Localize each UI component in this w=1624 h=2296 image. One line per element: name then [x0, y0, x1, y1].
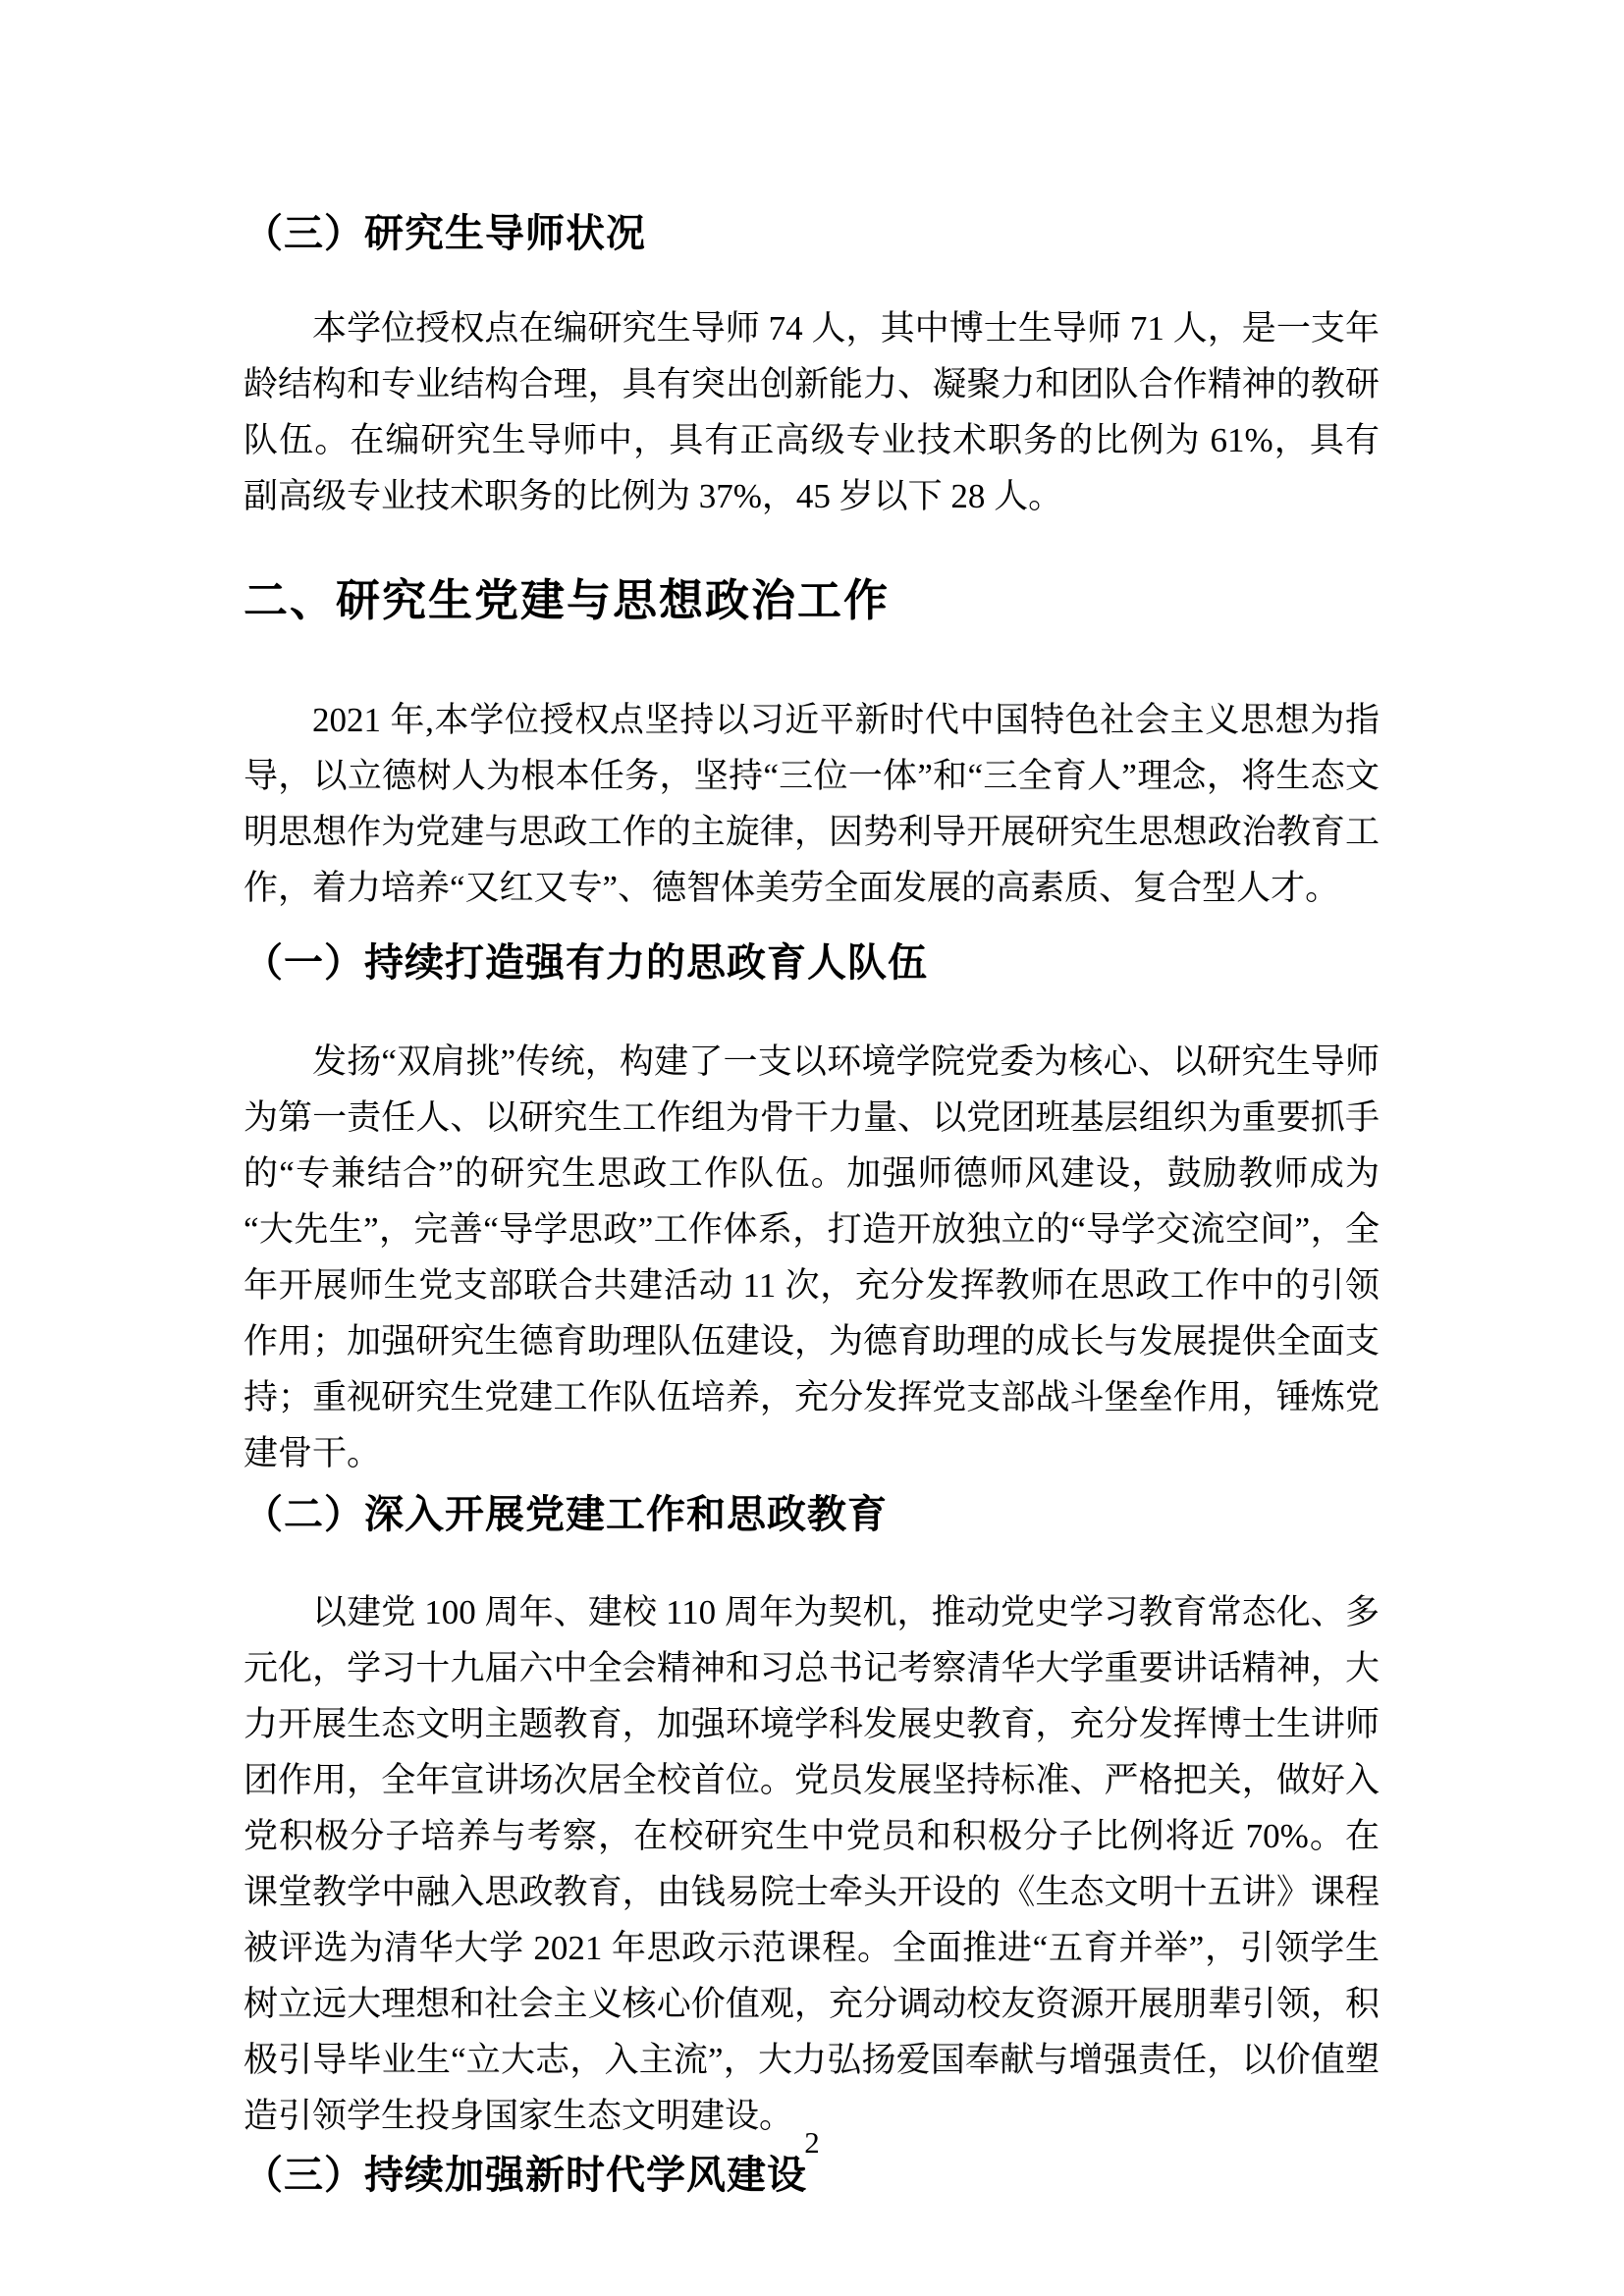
paragraph-party-education: 以建党 100 周年、建校 110 周年为契机，推动党史学习教育常态化、多元化，学习十九届六中全会精神和习总书记考察清华大学重要讲话精神，大力开展生态文明主题教育，加强环境学科发展史教育，充分发挥博士生讲师团作用，全年宣讲场次居全校首位。党员发展坚持标准、严格把关，做好入党积极分子培养与考察，在校研究生中党员和积极分子比例将近 70%。在课堂教学中融入思政教育，由钱易院士牵头开设的《生态文明十五讲》课程被评选为清华大学 2021 年思政示范课程。全面推进“五育并举”，引领学生树立远大理想和社会主义核心价值观，充分调动校友资源开展朋辈引领，积极引导毕业生“立大志，入主流”，大力弘扬爱国奉献与增强责任，以价值塑造引领学生投身国家生态文明建设。 [244, 1593, 1380, 2135]
paragraph-mentor-status: 本学位授权点在编研究生导师 74 人，其中博士生导师 71 人，是一支年龄结构和专业结构合理，具有突出创新能力、凝聚力和团队合作精神的教研队伍。在编研究生导师中，具有正高级专业技术职务的比例为 61%，具有副高级专业技术职务的比例为 37%，45 岁以下 28 人。 [244, 309, 1380, 515]
chapter-heading-party-building: 二、研究生党建与思想政治工作 [244, 575, 891, 625]
section-heading-party-education: （二）深入开展党建工作和思政教育 [244, 1493, 888, 1536]
section-heading-ideological-team: （一）持续打造强有力的思政育人队伍 [244, 941, 928, 985]
section-heading-study-style: （三）持续加强新时代学风建设 [244, 2154, 807, 2197]
section-heading-mentor-status: （三）研究生导师状况 [244, 212, 646, 255]
paragraph-ideological-team: 发扬“双肩挑”传统，构建了一支以环境学院党委为核心、以研究生导师为第一责任人、以研究生工作组为骨干力量、以党团班基层组织为重要抓手的“专兼结合”的研究生思政工作队伍。加强师德师风建设，鼓励教师成为“大先生”，完善“导学思政”工作体系，打造开放独立的“导学交流空间”，全年开展师生党支部联合共建活动 11 次，充分发挥教师在思政工作中的引领作用；加强研究生德育助理队伍建设，为德育助理的成长与发展提供全面支持；重视研究生党建工作队伍培养，充分发挥党支部战斗堡垒作用，锤炼党建骨干。 [244, 1042, 1380, 1472]
paragraph-party-building-overview: 2021 年,本学位授权点坚持以习近平新时代中国特色社会主义思想为指导，以立德树人为根本任务，坚持“三位一体”和“三全育人”理念，将生态文明思想作为党建与思政工作的主旋律，因势利导开展研究生思想政治教育工作，着力培养“又红又专”、德智体美劳全面发展的高素质、复合型人才。 [244, 701, 1380, 907]
page-number: 2 [804, 2125, 820, 2160]
